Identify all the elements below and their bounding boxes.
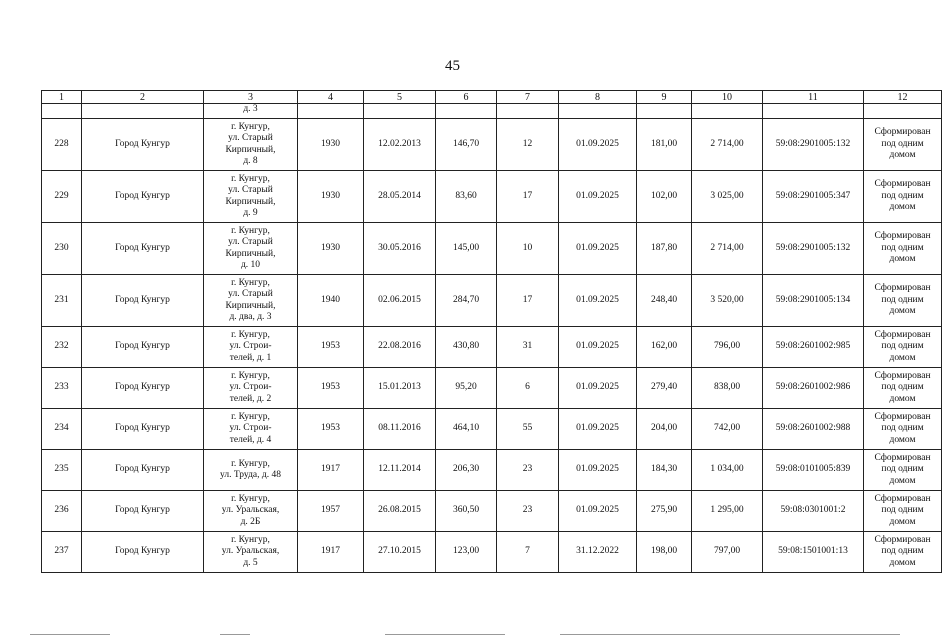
date-cell: 02.06.2015 [364, 275, 436, 327]
area-cell: 430,80 [436, 327, 497, 368]
date-cell: 22.08.2016 [364, 327, 436, 368]
header-row [42, 91, 942, 104]
area-cell: 146,70 [436, 119, 497, 171]
continuation-cell [497, 104, 559, 119]
table-row [42, 223, 942, 275]
municipality-cell: Город Кунгур [82, 450, 204, 491]
page-number: 45 [445, 58, 460, 74]
cost-cell: 2 714,00 [692, 119, 763, 171]
housing-registry-table [41, 90, 942, 573]
date-cell: 26.08.2015 [364, 491, 436, 532]
cost-cell: 3 025,00 [692, 171, 763, 223]
deadline-cell: 01.09.2025 [559, 409, 637, 450]
table-row [42, 491, 942, 532]
table-row [42, 119, 942, 171]
tariff-cell: 181,00 [637, 119, 692, 171]
cadastral-number-cell: 59:08:0301001:2 [763, 491, 864, 532]
municipality-cell: Город Кунгур [82, 223, 204, 275]
continuation-cell [82, 104, 204, 119]
date-cell: 27.10.2015 [364, 532, 436, 573]
column-number: 6 [436, 91, 497, 104]
tariff-cell: 162,00 [637, 327, 692, 368]
continuation-row [42, 104, 942, 119]
cost-cell: 3 520,00 [692, 275, 763, 327]
cadastral-number-cell: 59:08:0101005:839 [763, 450, 864, 491]
year-built-cell: 1917 [298, 450, 364, 491]
cadastral-number-cell: 59:08:1501001:13 [763, 532, 864, 573]
status-cell: Сформирован под одним домом [864, 450, 942, 491]
date-cell: 12.11.2014 [364, 450, 436, 491]
residents-cell: 12 [497, 119, 559, 171]
tariff-cell: 279,40 [637, 368, 692, 409]
deadline-cell: 01.09.2025 [559, 171, 637, 223]
address-cell: г. Кунгур, ул. Старый Кирпичный, д. два, д. 3 [204, 275, 298, 327]
continuation-cell [692, 104, 763, 119]
residents-cell: 17 [497, 171, 559, 223]
table-row [42, 368, 942, 409]
cadastral-number-cell: 59:08:2901005:132 [763, 119, 864, 171]
area-cell: 95,20 [436, 368, 497, 409]
row-number: 232 [42, 327, 82, 368]
status-cell: Сформирован под одним домом [864, 275, 942, 327]
deadline-cell: 01.09.2025 [559, 368, 637, 409]
cadastral-number-cell: 59:08:2901005:132 [763, 223, 864, 275]
cost-cell: 838,00 [692, 368, 763, 409]
residents-cell: 7 [497, 532, 559, 573]
column-number-header [42, 91, 942, 104]
cadastral-number-cell: 59:08:2901005:134 [763, 275, 864, 327]
municipality-cell: Город Кунгур [82, 491, 204, 532]
cost-cell: 1 295,00 [692, 491, 763, 532]
municipality-cell: Город Кунгур [82, 327, 204, 368]
row-number: 235 [42, 450, 82, 491]
status-cell: Сформирован под одним домом [864, 119, 942, 171]
continuation-cell [298, 104, 364, 119]
year-built-cell: 1953 [298, 327, 364, 368]
residents-cell: 17 [497, 275, 559, 327]
cost-cell: 742,00 [692, 409, 763, 450]
municipality-cell: Город Кунгур [82, 119, 204, 171]
status-cell: Сформирован под одним домом [864, 368, 942, 409]
deadline-cell: 01.09.2025 [559, 223, 637, 275]
address-cell: г. Кунгур, ул. Уральская, д. 2Б [204, 491, 298, 532]
address-cell: г. Кунгур, ул. Старый Кирпичный, д. 10 [204, 223, 298, 275]
status-cell: Сформирован под одним домом [864, 409, 942, 450]
address-cell: г. Кунгур, ул. Труда, д. 48 [204, 450, 298, 491]
municipality-cell: Город Кунгур [82, 368, 204, 409]
continuation-cell [436, 104, 497, 119]
municipality-cell: Город Кунгур [82, 532, 204, 573]
tariff-cell: 198,00 [637, 532, 692, 573]
continuation-cell [763, 104, 864, 119]
column-number: 7 [497, 91, 559, 104]
year-built-cell: 1930 [298, 223, 364, 275]
tariff-cell: 187,80 [637, 223, 692, 275]
row-number: 231 [42, 275, 82, 327]
address-cell: г. Кунгур, ул. Строи- телей, д. 4 [204, 409, 298, 450]
tariff-cell: 275,90 [637, 491, 692, 532]
row-number: 237 [42, 532, 82, 573]
area-cell: 464,10 [436, 409, 497, 450]
table-body [42, 104, 942, 573]
tariff-cell: 204,00 [637, 409, 692, 450]
residents-cell: 55 [497, 409, 559, 450]
table-row [42, 327, 942, 368]
tariff-cell: 184,30 [637, 450, 692, 491]
deadline-cell: 01.09.2025 [559, 275, 637, 327]
municipality-cell: Город Кунгур [82, 275, 204, 327]
year-built-cell: 1940 [298, 275, 364, 327]
year-built-cell: 1953 [298, 409, 364, 450]
column-number: 2 [82, 91, 204, 104]
deadline-cell: 01.09.2025 [559, 119, 637, 171]
row-number: 233 [42, 368, 82, 409]
row-number: 234 [42, 409, 82, 450]
cadastral-number-cell: 59:08:2601002:988 [763, 409, 864, 450]
column-number: 3 [204, 91, 298, 104]
area-cell: 83,60 [436, 171, 497, 223]
address-cell: г. Кунгур, ул. Уральская, д. 5 [204, 532, 298, 573]
column-number: 8 [559, 91, 637, 104]
area-cell: 206,30 [436, 450, 497, 491]
residents-cell: 23 [497, 491, 559, 532]
cadastral-number-cell: 59:08:2601002:985 [763, 327, 864, 368]
continuation-cell [559, 104, 637, 119]
status-cell: Сформирован под одним домом [864, 532, 942, 573]
continuation-cell [864, 104, 942, 119]
cost-cell: 797,00 [692, 532, 763, 573]
deadline-cell: 01.09.2025 [559, 327, 637, 368]
table-row [42, 409, 942, 450]
municipality-cell: Город Кунгур [82, 171, 204, 223]
year-built-cell: 1917 [298, 532, 364, 573]
continuation-cell [364, 104, 436, 119]
table-row [42, 450, 942, 491]
year-built-cell: 1930 [298, 119, 364, 171]
column-number: 9 [637, 91, 692, 104]
cost-cell: 796,00 [692, 327, 763, 368]
tariff-cell: 102,00 [637, 171, 692, 223]
cadastral-number-cell: 59:08:2601002:986 [763, 368, 864, 409]
continuation-cell [637, 104, 692, 119]
year-built-cell: 1930 [298, 171, 364, 223]
residents-cell: 10 [497, 223, 559, 275]
row-number: 236 [42, 491, 82, 532]
date-cell: 12.02.2013 [364, 119, 436, 171]
residents-cell: 23 [497, 450, 559, 491]
address-cell: г. Кунгур, ул. Старый Кирпичный, д. 8 [204, 119, 298, 171]
cadastral-number-cell: 59:08:2901005:347 [763, 171, 864, 223]
year-built-cell: 1953 [298, 368, 364, 409]
address-cell: г. Кунгур, ул. Строи- телей, д. 1 [204, 327, 298, 368]
status-cell: Сформирован под одним домом [864, 327, 942, 368]
area-cell: 284,70 [436, 275, 497, 327]
date-cell: 08.11.2016 [364, 409, 436, 450]
area-cell: 360,50 [436, 491, 497, 532]
date-cell: 28.05.2014 [364, 171, 436, 223]
column-number: 10 [692, 91, 763, 104]
table-row [42, 532, 942, 573]
cost-cell: 2 714,00 [692, 223, 763, 275]
column-number: 5 [364, 91, 436, 104]
area-cell: 145,00 [436, 223, 497, 275]
deadline-cell: 01.09.2025 [559, 450, 637, 491]
residents-cell: 31 [497, 327, 559, 368]
status-cell: Сформирован под одним домом [864, 171, 942, 223]
tariff-cell: 248,40 [637, 275, 692, 327]
row-number: 228 [42, 119, 82, 171]
column-number: 1 [42, 91, 82, 104]
area-cell: 123,00 [436, 532, 497, 573]
scan-edge-artifact [0, 630, 905, 640]
date-cell: 15.01.2013 [364, 368, 436, 409]
deadline-cell: 01.09.2025 [559, 491, 637, 532]
status-cell: Сформирован под одним домом [864, 223, 942, 275]
municipality-cell: Город Кунгур [82, 409, 204, 450]
continued-address: д. 3 [204, 104, 298, 119]
cost-cell: 1 034,00 [692, 450, 763, 491]
table-row [42, 171, 942, 223]
deadline-cell: 31.12.2022 [559, 532, 637, 573]
continuation-cell [42, 104, 82, 119]
table-row [42, 275, 942, 327]
residents-cell: 6 [497, 368, 559, 409]
address-cell: г. Кунгур, ул. Старый Кирпичный, д. 9 [204, 171, 298, 223]
row-number: 229 [42, 171, 82, 223]
status-cell: Сформирован под одним домом [864, 491, 942, 532]
address-cell: г. Кунгур, ул. Строи- телей, д. 2 [204, 368, 298, 409]
column-number: 12 [864, 91, 942, 104]
column-number: 4 [298, 91, 364, 104]
column-number: 11 [763, 91, 864, 104]
date-cell: 30.05.2016 [364, 223, 436, 275]
row-number: 230 [42, 223, 82, 275]
year-built-cell: 1957 [298, 491, 364, 532]
